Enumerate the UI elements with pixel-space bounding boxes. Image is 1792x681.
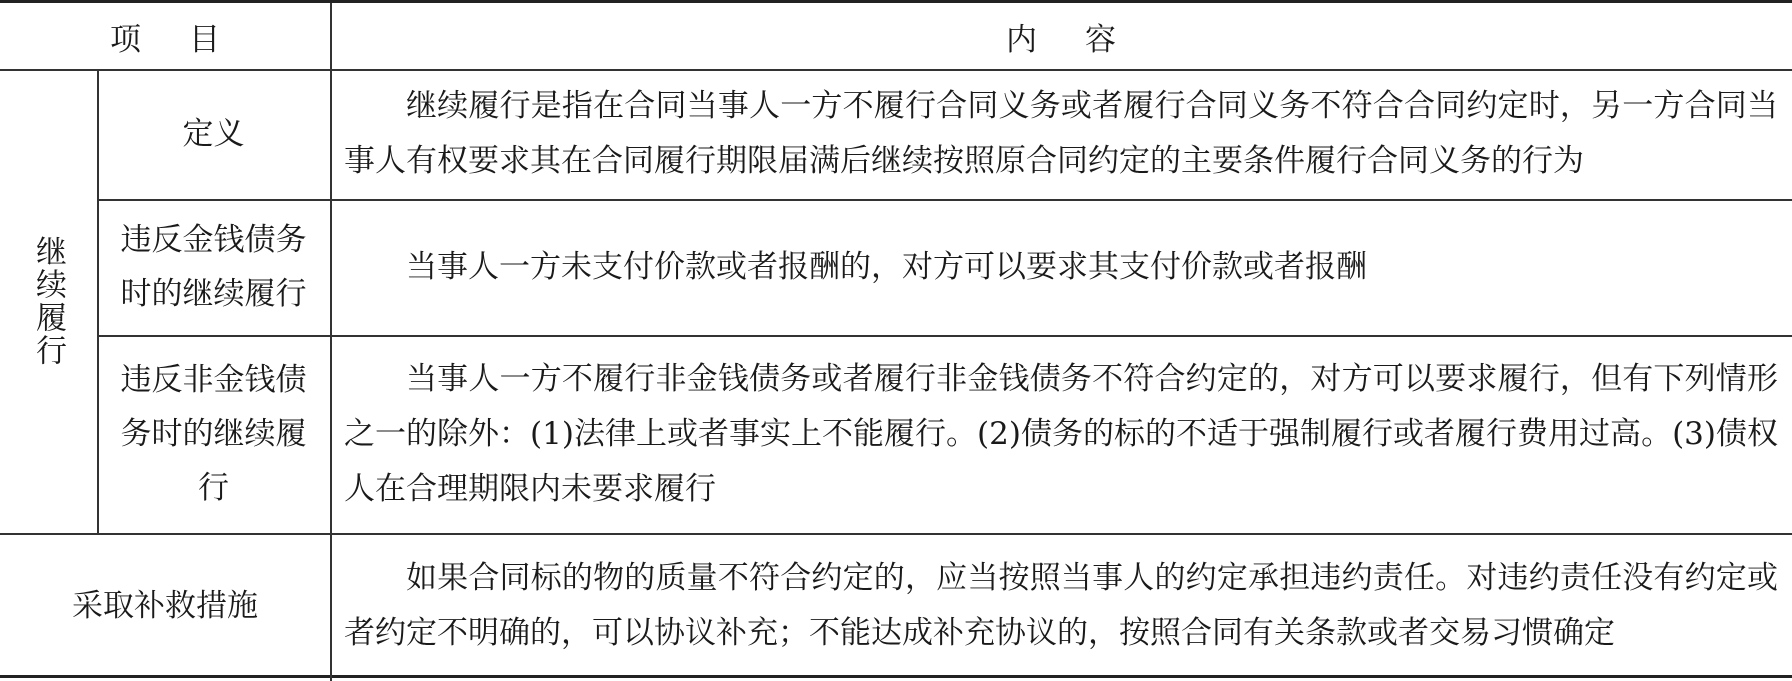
- row-label-definition: 定义: [182, 116, 245, 152]
- row-divider-line: [97, 199, 1792, 201]
- row-content-monetary: 当事人一方未支付价款或者报酬的，对方可以要求其支付价款或者报酬: [406, 248, 1367, 285]
- row-content-remedy: 如果合同标的物的质量不符合约定的，应当按照当事人的约定承担违约责任。对违约责任没有约定或者约定不明确的，可以协议补充；不能达成补充协议的，按照合同有关条款或者交易习惯确定: [344, 559, 1778, 651]
- row-label-monetary-cell: [97, 199, 330, 335]
- row-label-nonmonetary-cell: [97, 335, 330, 533]
- header-item-cell: [0, 3, 330, 69]
- header-content-label: 内容: [1006, 21, 1164, 58]
- row-label-definition-cell: [97, 69, 330, 199]
- row-content-nonmonetary: 当事人一方不履行非金钱债务或者履行非金钱债务不符合约定的，对方可以要求履行，但有下列情形之一的除外：(1)法律上或者事实上不能履行。(2)债务的标的不适于强制履行或者履行费用过高。(3)债权人在合理期限内未要求履行: [344, 360, 1778, 507]
- header-divider-line: [0, 69, 1792, 71]
- row-label-remedy: 采取补救措施: [72, 587, 258, 624]
- row-label-nonmonetary: 违反非金钱债务时的继续履行: [120, 362, 307, 506]
- header-content-cell: [330, 3, 1792, 69]
- row-divider-line: [0, 533, 1792, 535]
- row-content-monetary-cell: [330, 199, 1792, 335]
- row-divider-line: [97, 335, 1792, 337]
- group-label: 继续履行: [30, 235, 66, 367]
- row-content-nonmonetary-cell: [330, 335, 1792, 533]
- row-content-remedy-cell: [330, 533, 1792, 678]
- row-content-definition: 继续履行是指在合同当事人一方不履行合同义务或者履行合同义务不符合合同约定时，另一方合同当事人有权要求其在合同履行期限届满后继续按照原合同约定的主要条件履行合同义务的行为: [344, 88, 1778, 179]
- group-label-cell: [0, 69, 97, 533]
- row-label-remedy-cell: [0, 533, 330, 678]
- column-divider-line: [330, 3, 332, 681]
- header-item-label: 项目: [110, 21, 268, 58]
- row-label-monetary: 违反金钱债务时的继续履行: [120, 222, 307, 312]
- row-content-definition-cell: [330, 69, 1792, 199]
- group-divider-line: [97, 69, 99, 533]
